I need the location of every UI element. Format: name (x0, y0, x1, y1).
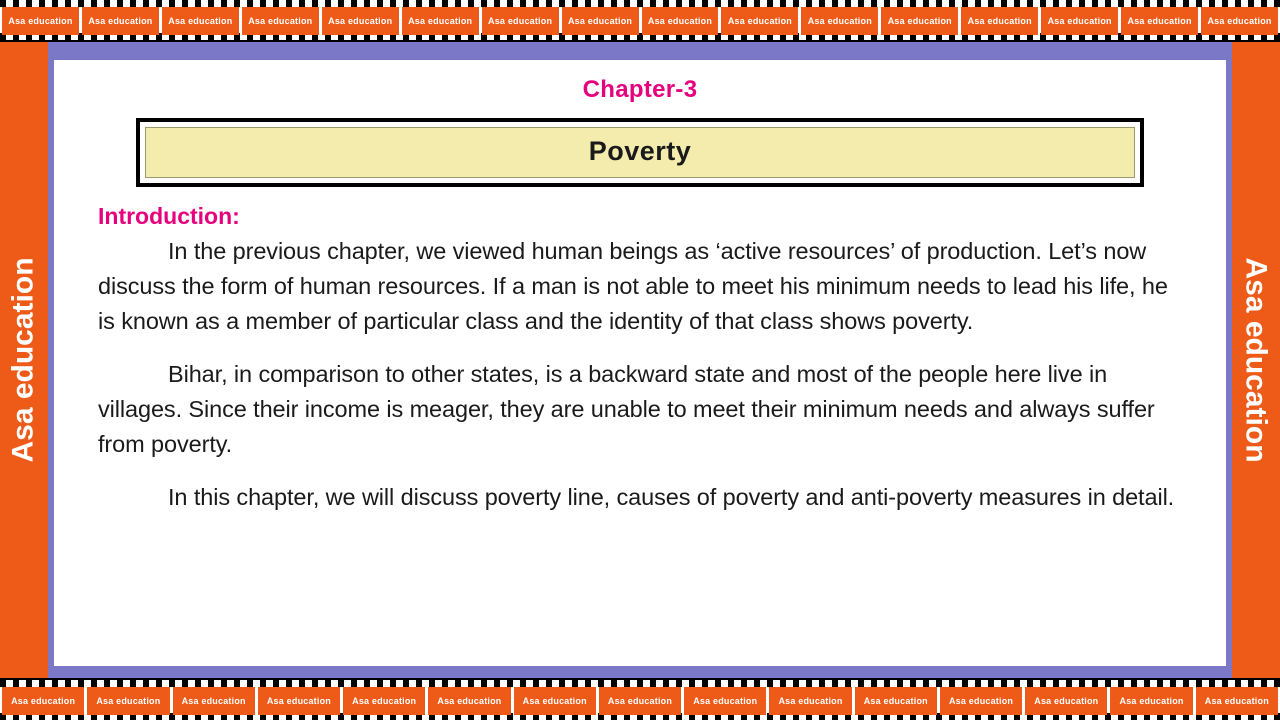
filmstrip-top-frame (482, 7, 559, 35)
filmstrip-bottom-frame (855, 687, 937, 715)
filmstrip-bottom-frame-label: Asa education (693, 696, 758, 706)
filmstrip-top-frame-label: Asa education (967, 16, 1032, 26)
filmstrip-top-frame-label: Asa education (887, 16, 952, 26)
page-title: Poverty (588, 136, 692, 166)
filmstrip-top (0, 0, 1280, 42)
filmstrip-top-frames (0, 7, 1280, 35)
paragraph-3: In this chapter, we will discuss poverty line, causes of poverty and anti-poverty measures in detail. (168, 484, 1175, 510)
filmstrip-top-frame-label: Asa education (1207, 16, 1272, 26)
slide-border (48, 42, 1232, 678)
filmstrip-bottom-frame (514, 687, 596, 715)
title-box-inner (145, 127, 1135, 178)
filmstrip-bottom-frame-label: Asa education (1119, 696, 1184, 706)
filmstrip-top-frame (2, 7, 79, 35)
watermark-text-left: Asa education (7, 257, 40, 463)
film-perforations-top (0, 0, 1280, 7)
section-heading: Introduction: (98, 203, 240, 229)
filmstrip-bottom-frame (769, 687, 851, 715)
paragraph-2: Bihar, in comparison to other states, is a backward state and most of the people here live in villages. Since their income is meager, they are unable to meet their minimum needs and always suffer from poverty. (98, 361, 1155, 457)
filmstrip-top-frame (1121, 7, 1198, 35)
filmstrip-top-frame (1041, 7, 1118, 35)
filmstrip-bottom-frame (173, 687, 255, 715)
filmstrip-top-frame (1201, 7, 1278, 35)
filmstrip-bottom-frame-label: Asa education (352, 696, 417, 706)
filmstrip-top-frame (242, 7, 319, 35)
filmstrip-top-frame-label: Asa education (488, 16, 553, 26)
filmstrip-bottom-frame (343, 687, 425, 715)
watermark-sidebar-right (1232, 42, 1280, 678)
filmstrip-bottom-frame-label: Asa education (1204, 696, 1269, 706)
filmstrip-top-frame-label: Asa education (8, 16, 73, 26)
filmstrip-top-frame (801, 7, 878, 35)
filmstrip-bottom-frame (2, 687, 84, 715)
filmstrip-top-frame (322, 7, 399, 35)
filmstrip-bottom-frame-label: Asa education (11, 696, 76, 706)
filmstrip-top-frame-label: Asa education (248, 16, 313, 26)
filmstrip-top-frame-label: Asa education (168, 16, 233, 26)
filmstrip-bottom-frame-label: Asa education (522, 696, 587, 706)
filmstrip-bottom-frame-label: Asa education (863, 696, 928, 706)
filmstrip-bottom-frames (0, 687, 1280, 715)
filmstrip-bottom-frame (599, 687, 681, 715)
filmstrip-top-frame-label: Asa education (1047, 16, 1112, 26)
film-perforations-top (0, 680, 1280, 687)
filmstrip-bottom-frame-label: Asa education (96, 696, 161, 706)
filmstrip-bottom-frame (940, 687, 1022, 715)
filmstrip-bottom-frame-label: Asa education (181, 696, 246, 706)
filmstrip-top-frame-label: Asa education (727, 16, 792, 26)
filmstrip-bottom-frame-label: Asa education (607, 696, 673, 706)
filmstrip-top-frame (562, 7, 639, 35)
filmstrip-top-frame (402, 7, 479, 35)
filmstrip-top-frame (162, 7, 239, 35)
filmstrip-top-frame (961, 7, 1038, 35)
filmstrip-bottom-frame (258, 687, 340, 715)
filmstrip-bottom-frame-label: Asa education (778, 696, 843, 706)
filmstrip-top-frame-label: Asa education (408, 16, 473, 26)
filmstrip-bottom-frame-label: Asa education (1034, 696, 1099, 706)
filmstrip-bottom-frame (1025, 687, 1107, 715)
filmstrip-top-frame (721, 7, 798, 35)
filmstrip-bottom-frame-label: Asa education (437, 696, 502, 706)
filmstrip-top-frame (82, 7, 159, 35)
filmstrip-top-frame-label: Asa education (328, 16, 393, 26)
filmstrip-top-frame (642, 7, 719, 35)
filmstrip-top-frame-label: Asa education (807, 16, 872, 26)
filmstrip-bottom (0, 678, 1280, 720)
filmstrip-top-frame-label: Asa education (567, 16, 633, 26)
filmstrip-bottom-frame-label: Asa education (948, 696, 1014, 706)
chapter-label: Chapter-3 (582, 76, 698, 103)
filmstrip-top-frame-label: Asa education (647, 16, 713, 26)
filmstrip-bottom-frame (1196, 687, 1278, 715)
filmstrip-bottom-frame (1110, 687, 1192, 715)
filmstrip-bottom-frame-label: Asa education (266, 696, 331, 706)
title-box (136, 118, 1144, 187)
slide-content (54, 60, 1226, 666)
paragraph-1: In the previous chapter, we viewed human beings as ‘active resources’ of production. Let’s now discuss the form of human resources. If a man is not able to meet his minimum needs to lead his life, he is known as a member of particular class and the identity of that class shows poverty. (98, 238, 1168, 334)
watermark-sidebar-left (0, 42, 48, 678)
filmstrip-top-frame-label: Asa education (88, 16, 153, 26)
filmstrip-bottom-frame (684, 687, 766, 715)
filmstrip-top-frame-label: Asa education (1127, 16, 1192, 26)
filmstrip-top-frame (881, 7, 958, 35)
filmstrip-bottom-frame (87, 687, 169, 715)
filmstrip-bottom-frame (428, 687, 510, 715)
watermark-text-right: Asa education (1240, 257, 1273, 463)
